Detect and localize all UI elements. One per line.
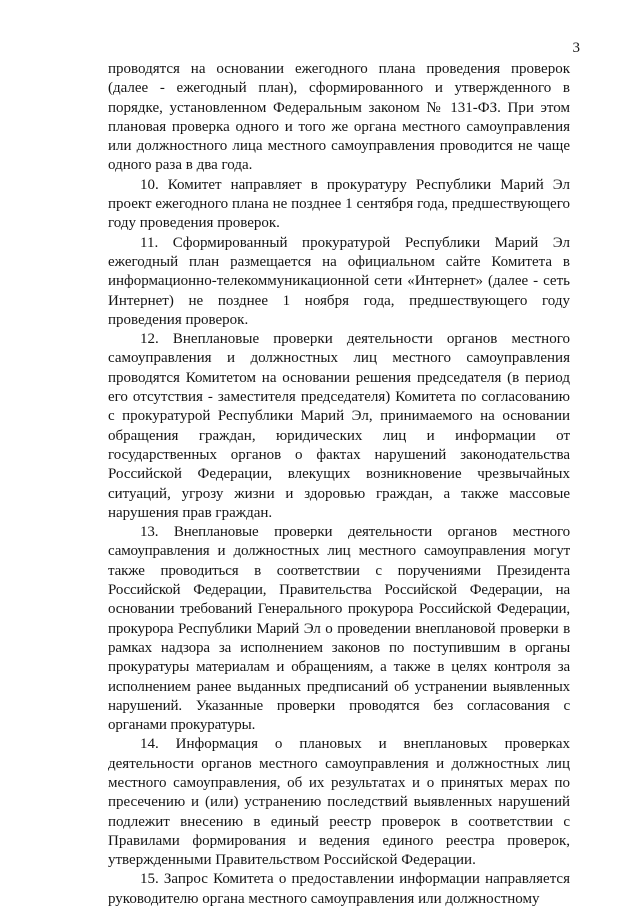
document-body [108, 60, 570, 909]
page-number: 3 [572, 40, 580, 56]
paragraph-12: 12. Внеплановые проверки деятельности органов местного самоуправления и должностных лиц местного самоуправления проводятся Комитетом на основании решения председателя (в период его отсутствия - заместителя председателя) Комитета по согласованию с прокуратурой Республики Марий Эл, принимаемого на основании обращения граждан, юридических лиц и информации от государственных органов о фактах нарушений законодательства Российской Федерации, влекущих возникновение чрезвычайных ситуаций, угрозу жизни и здоровью граждан, а также массовые нарушения прав граждан. [108, 331, 570, 521]
paragraph-10: 10. Комитет направляет в прокуратуру Республики Марий Эл проект ежегодного плана не позднее 1 сентября года, предшествующего году проведения проверок. [108, 176, 570, 232]
paragraph-13: 13. Внеплановые проверки деятельности органов местного самоуправления и должностных лиц местного самоуправления могут также проводиться в соответствии с поручениями Президента Российской Федерации, Правительства Российской Федерации, на основании требований Генерального прокурора Российской Федерации, прокурора Республики Марий Эл о проведении внеплановой проверки в рамках надзора за исполнением законов по поступившим в органы прокуратуры материалам и обращениям, а также в целях контроля за исполнением ранее выданных предписаний об устранении выявленных нарушений. Указанные проверки проводятся без согласования с органами прокуратуры. [108, 524, 570, 734]
paragraph-continuation: проводятся на основании ежегодного плана проведения проверок (далее - ежегодный план), сформированного и утвержденного в порядке, установленном Федеральным законом № 131-ФЗ. При этом плановая проверка одного и того же органа местного самоуправления или должностного лица местного самоуправления проводится не чаще одного раза в два года. [108, 61, 570, 174]
paragraph-15: 15. Запрос Комитета о предоставлении информации направляется руководителю органа местного самоуправления или должностному [108, 871, 570, 907]
paragraph-14: 14. Информация о плановых и внеплановых проверках деятельности органов местного самоуправления и должностных лиц местного самоуправления, об их результатах и о принятых мерах по пресечению и (или) устранению последствий выявленных нарушений подлежит внесению в единый реестр проверок в соответствии с Правилами формирования и ведения единого реестра проверок, утвержденными Правительством Российской Федерации. [108, 736, 570, 869]
paragraph-11: 11. Сформированный прокуратурой Республики Марий Эл ежегодный план размещается на официальном сайте Комитета в информационно-телекоммуникационной сети «Интернет» (далее - сеть Интернет) не позднее 1 ноября года, предшествующего году проведения проверок. [108, 234, 570, 328]
